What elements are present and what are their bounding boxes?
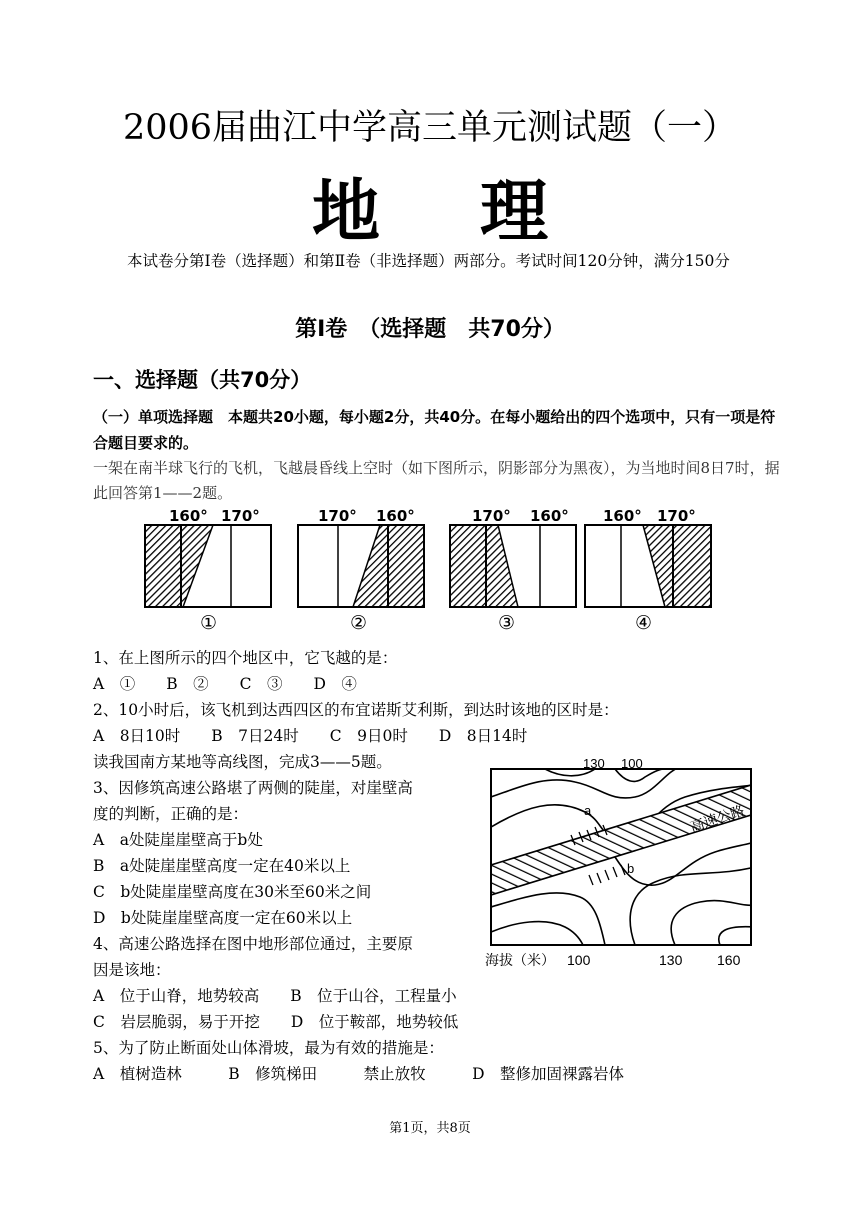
question-stem-1: 一架在南半球飞行的飞机，飞越晨昏线上空时（如下图所示，阴影部分为黑夜），为当地时间8日7时，据此回答第1——2题。: [93, 459, 780, 502]
subject-title: 地理: [311, 172, 648, 252]
page-footer: 第1页，共8页: [389, 1121, 471, 1136]
panel-2: [298, 507, 424, 633]
question-4-line-1: 4、高速公路选择在图中地形部位通过，主要原: [93, 935, 413, 953]
question-3-option-d: D b处陡崖崖壁高度一定在60米以上: [93, 909, 353, 927]
panel-4: [585, 507, 711, 633]
question-5-options: A 植树造林 B 修筑梯田 禁止放牧 D 整修加固裸露岩体: [93, 1065, 625, 1083]
question-4-options-ab: A 位于山脊，地势较高 B 位于山谷，工程量小: [93, 987, 457, 1005]
question-3-line-2: 度的判断，正确的是：: [93, 805, 249, 823]
question-3-line-1: 3、因修筑高速公路堪了两侧的陡崖，对崖壁高: [93, 779, 413, 797]
map-bottom-label-2: 130: [659, 952, 683, 968]
panel-1: [145, 507, 271, 633]
timezone-figure: [140, 503, 720, 633]
part-title: 第Ⅰ卷 （选择题 共70分）: [295, 317, 565, 342]
panel-3: [450, 507, 576, 633]
question-1: 1、在上图所示的四个地区中，它飞越的是：: [93, 649, 398, 667]
question-2-options: A 8日10时 B 7日24时 C 9日0时 D 8日14时: [93, 727, 528, 745]
panel-4-circle: ④: [635, 612, 653, 633]
question-3-option-c: C b处陡崖崖壁高度在30米至60米之间: [93, 883, 372, 901]
question-stem-2: 读我国南方某地等高线图，完成3——5题。: [93, 753, 392, 771]
panel-1-label-right: 170°: [221, 507, 260, 525]
question-3-option-a: A a处陡崖崖壁高于b处: [93, 831, 263, 849]
panel-4-label-right: 170°: [657, 507, 696, 525]
panel-1-circle: ①: [200, 612, 218, 633]
exam-intro: 本试卷分第Ⅰ卷（选择题）和第Ⅱ卷（非选择题）两部分。考试时间120分钟，满分150分: [127, 252, 730, 270]
panel-3-label-right: 160°: [530, 507, 569, 525]
panel-2-circle: ②: [350, 612, 368, 633]
altitude-axis-label: 海拔（米）: [485, 953, 555, 969]
contour-map: [485, 757, 765, 972]
panel-2-label-left: 170°: [318, 507, 357, 525]
question-4-options-cd: C 岩层脆弱，易于开挖 D 位于鞍部，地势较低: [93, 1013, 459, 1031]
section-title: 一、选择题（共70分）: [93, 368, 312, 392]
panel-3-circle: ③: [498, 612, 516, 633]
map-bottom-label-3: 160: [717, 952, 741, 968]
panel-1-label-left: 160°: [169, 507, 208, 525]
map-top-label-1: 130: [583, 757, 605, 771]
question-3-option-b: B a处陡崖崖壁高度一定在40米以上: [93, 857, 351, 875]
question-2: 2、10小时后，该飞机到达西四区的布宜诺斯艾利斯，到达时该地的区时是：: [93, 701, 619, 719]
map-bottom-label-1: 100: [567, 952, 591, 968]
question-1-options: A ① B ② C ③ D ④: [93, 675, 357, 693]
point-b-label: b: [627, 861, 635, 876]
panel-2-label-right: 160°: [376, 507, 415, 525]
map-top-label-2: 100: [621, 757, 643, 771]
exam-title: 2006届曲江中学高三单元测试题（一）: [122, 108, 738, 148]
panel-4-label-left: 160°: [603, 507, 642, 525]
point-a-label: a: [584, 803, 592, 818]
highway-label: 高速公路: [688, 803, 747, 836]
question-4-line-2: 因是该地：: [93, 961, 171, 979]
highway: [491, 785, 751, 895]
subsection-instructions: （一）单项选择题 本题共20小题，每小题2分，共40分。在每小题给出的四个选项中，只有一项是符合题目要求的。: [93, 408, 776, 452]
panel-3-label-left: 170°: [472, 507, 511, 525]
question-5: 5、为了防止断面处山体滑坡，最为有效的措施是：: [93, 1039, 444, 1057]
